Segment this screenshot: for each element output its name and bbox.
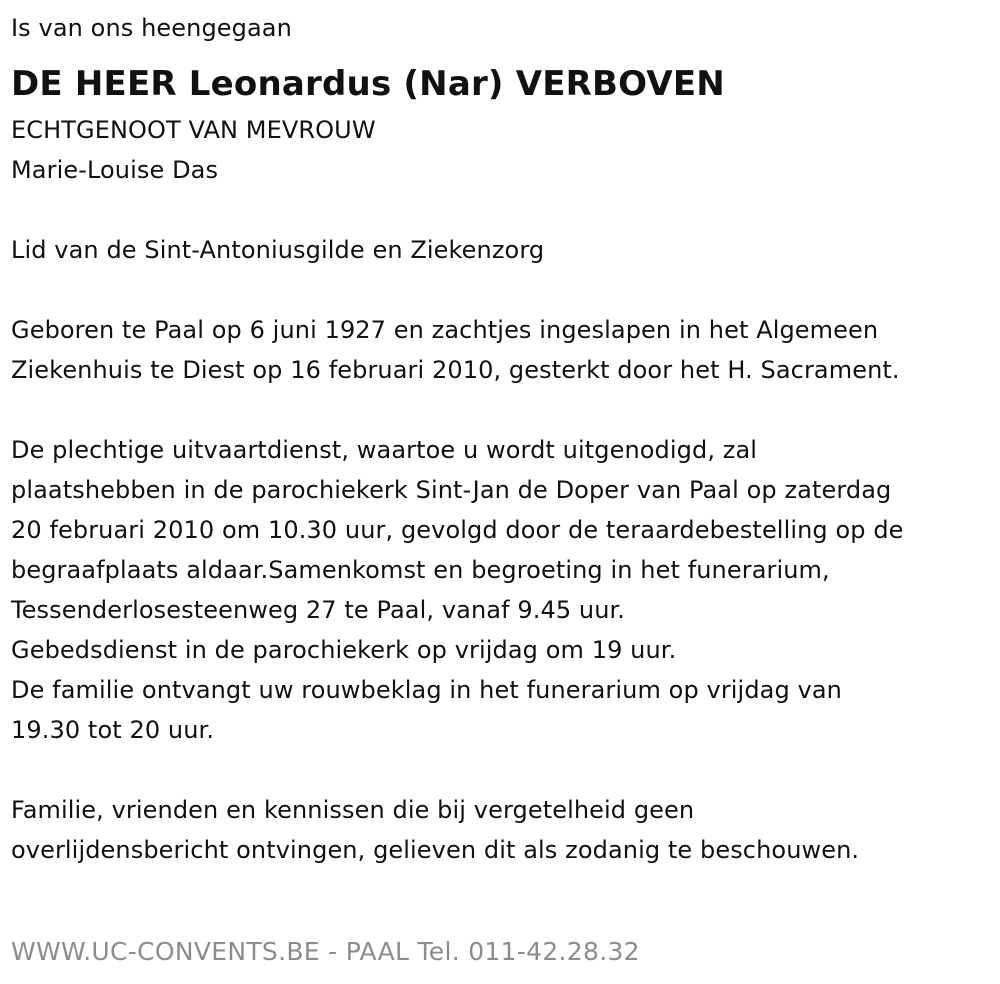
membership-line: Lid van de Sint-Antoniusgilde en Ziekenzorg [11,236,545,264]
paragraph-line: De familie ontvangt uw rouwbeklag in het funerarium op vrijdag van [11,676,842,704]
obituary-document [11,8,996,870]
funeral-paragraph [11,430,996,750]
paragraph-line: overlijdensbericht ontvingen, gelieven dit als zodanig te beschouwen. [11,836,860,864]
paragraph-line: Ziekenhuis te Diest op 16 februari 2010, gesterkt door het H. Sacrament. [11,356,900,384]
paragraph-line: 20 februari 2010 om 10.30 uur, gevolgd door de teraardebestelling op de [11,516,904,544]
paragraph-line: begraafplaats aldaar.Samenkomst en begroeting in het funerarium, [11,556,830,584]
paragraph-line: Tessenderlosesteenweg 27 te Paal, vanaf 9.45 uur. [11,596,626,624]
notice-paragraph [11,790,996,870]
spacer [11,270,996,310]
paragraph-line: Gebedsdienst in de parochiekerk op vrijdag om 19 uur. [11,636,677,664]
spacer [11,390,996,430]
birth-death-paragraph [11,310,996,390]
paragraph-line: De plechtige uitvaartdienst, waartoe u wordt uitgenodigd, zal [11,436,758,464]
spouse-name: Marie-Louise Das [11,156,219,184]
intro-line: Is van ons heengegaan [11,14,292,42]
spacer [11,750,996,790]
paragraph-line: 19.30 tot 20 uur. [11,716,215,744]
spouse-label: ECHTGENOOT VAN MEVROUW [11,116,376,144]
paragraph-line: Geboren te Paal op 6 juni 1927 en zachtjes ingeslapen in het Algemeen [11,316,879,344]
spacer [11,190,996,230]
paragraph-line: plaatshebben in de parochiekerk Sint-Jan de Doper van Paal op zaterdag [11,476,892,504]
footer-contact: WWW.UC-CONVENTS.BE - PAAL Tel. 011-42.28.32 [11,937,640,966]
paragraph-line: Familie, vrienden en kennissen die bij vergetelheid geen [11,796,695,824]
deceased-name: DE HEER Leonardus (Nar) VERBOVEN [11,64,725,104]
